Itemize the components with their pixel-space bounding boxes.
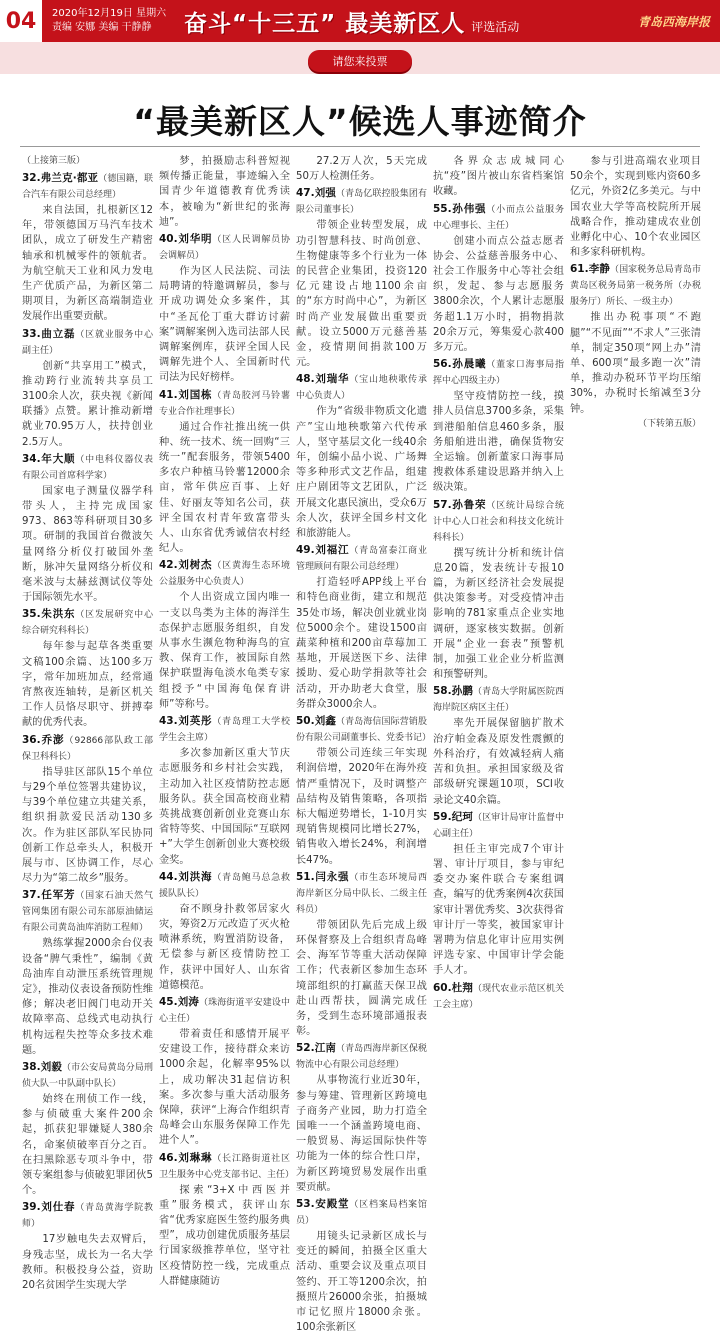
candidate-organization: （德国籍，联合汽车有限公司总经理） [22, 174, 153, 200]
candidate-heading [22, 888, 153, 936]
candidate-bio: 参与引进高端农业项目50余个，实现到账内资60多亿元，外资2亿多美元。与中国农业大学等高校院所开展战略合作，推动建成农业创业孵化中心、10个农业园区和多家科研机构。 [570, 156, 701, 259]
candidate-heading [296, 372, 427, 404]
candidate-bio: 始终在刑侦工作一线，参与侦破重大案件200余起，抓获犯罪嫌疑人380余名，命案侦破率百分之百。在扫黑除恶专项斗争中，带领专案组参与侦破犯罪团伙5个。 [22, 1093, 153, 1197]
candidate-heading [433, 498, 564, 546]
title-divider [20, 146, 700, 147]
column-1 [22, 154, 153, 1291]
column-2 [159, 154, 295, 1287]
candidate-organization: （青岛胶河马铃薯专业合作社理事长） [159, 390, 290, 417]
candidate-name: 41.刘国栋 [159, 388, 213, 401]
candidate-name: 53.安殿堂 [296, 1197, 350, 1210]
candidate-bio: 个人出资成立国内唯一一支以鸟类为主体的海洋生态保护志愿服务组织，自发从事水生濒危物种海鸟的宣教、保育工作，被国际自然保护联盟海龟淡水龟类专家组授予“中国海龟保育讲师”等称号。 [159, 592, 290, 710]
candidate-bio: 率先开展保留脑扩散术治疗帕金森及原发性震颤的外科治疗，有效减轻病人痛苦和负担。承担国家级及省部级研究课题10项，SCI收录论文40余篇。 [433, 718, 564, 806]
candidate-organization: （区档案局档案馆员） [296, 1199, 427, 1226]
candidate-heading [22, 607, 153, 639]
candidate-heading [433, 684, 564, 716]
candidate-bio: 带领企业转型发展，成功引智慧科技、时尚创意、生物健康等多个行业为一体的民营企业集团，投资120亿元建设占地1100余亩的“东方时尚中心”，为新区时尚产业发展做出重要贡献。设立5000万元慈善基金，疫情期间捐款100万元。 [296, 220, 427, 369]
editor-credits: 责编 安娜 美编 干静静 [52, 22, 152, 33]
candidate-bio: 17岁触电失去双臂后，身残志坚，成长为一名大学教师。积极投身公益，资助20名贫困学生实现大学 [22, 1234, 153, 1291]
candidate-bio: 通过合作社推出统一供种、统一技术、统一回购“三统一”配套服务，带领5400多农户种植马铃薯12000余亩，常年供应百事、上好佳、好丽友等知名公司，获评全国农村青年致富带头人、山东省优秀诚信农村经纪人。 [159, 421, 290, 555]
candidate-bio: 创新“共享用工”模式，推动跨行业流转共享员工3100余人次，获央视《新闻联播》点赞。累计推动新增就业70.95万人，扶持创业2.5万人。 [22, 360, 153, 448]
candidate-bio: 多次参加新区重大节庆志愿服务和乡村社会实践，主动加入社区疫情防控志愿服务队。获全国高校商业精英挑战赛创新创业竞赛山东省特等奖、中国国际“互联网+”大学生创新创业大赛校级金奖。 [159, 748, 290, 866]
candidate-organization: （小而点公益服务中心理事长、主任） [433, 204, 564, 231]
candidate-bio: 作为区人民法院、司法局聘请的特邀调解员，参与开成功调处众多案件，其中“圣瓦伦丁重大群访讨薪案”调解案例入选司法部人民调解案例库，获评全国人民调解先进个人、全国新时代司法为民好榜样。 [159, 266, 290, 384]
column-5 [570, 154, 701, 1086]
candidate-heading [22, 733, 153, 765]
candidate-heading [159, 388, 290, 420]
candidate-name: 48.刘瑞华 [296, 373, 350, 386]
candidate-name: 61.李静 [570, 263, 610, 276]
candidate-name: 38.刘毅 [22, 1060, 62, 1073]
candidate-organization: （董家口海事局指挥中心四级主办） [433, 360, 564, 387]
candidate-bio: 熟练掌握2000余台仪表设备“脾气秉性”，编制《黄岛油库自动泄压系统管理规定》，推动仪表设备预防性维修；解决老旧阀门电动开关故障率高、总线式电动执行机构远程失控等众多技术难题。 [22, 938, 153, 1056]
candidate-heading [433, 981, 564, 1013]
candidate-name: 57.孙鲁荣 [433, 498, 487, 511]
candidate-name: 42.刘树杰 [159, 559, 213, 572]
candidate-bio: 奋不顾身扑救邻居家火灾，筹资2万元改造了灭火枪喷淋系统，购置消防设备，无偿参与新区疫情防控工作，获评中国好人、山东省道德模范。 [159, 903, 290, 991]
candidate-name: 36.乔澎 [22, 733, 65, 746]
candidate-name: 58.孙鹏 [433, 685, 473, 698]
candidate-bio: 探索“3+X中西医并重”服务模式，获评山东省“优秀家庭医生签约服务典型”，成功创建优质服务基层行国家级推荐单位，坚守社区疫情防控一线，完成重点人群健康随访 [159, 1184, 290, 1287]
candidate-name: 52.江南 [296, 1042, 336, 1055]
candidate-heading [433, 202, 564, 234]
candidate-bio: 各界众志成城同心抗“疫”图片被山东省档案馆收藏。 [433, 156, 564, 198]
candidate-heading [159, 714, 290, 746]
column-4 [433, 154, 564, 1086]
candidate-heading [296, 870, 427, 918]
candidate-heading [159, 232, 290, 264]
candidate-bio: 来自法国，扎根新区12年，带领德国万马汽车技术团队，成立了研发生产精密轴承和机械零件的领航者。为航空航天工业和风力发电生产优质产品，为新区第二期项目，为新区高端制造业发展作出重要贡献。 [22, 205, 153, 323]
candidate-organization: （宝山地秧歌传承中心负责人） [296, 375, 427, 402]
candidate-name: 49.刘福江 [296, 544, 350, 557]
page-title: “最美新区人”候选人事迹简介 [133, 102, 587, 141]
candidate-organization: （青岛理工大学校学生会主席） [159, 717, 290, 744]
candidate-bio: 用镜头记录新区成长与变迁的瞬间，拍摄全区重大活动、重要会议及重点项目签约、开工等1200余次，拍摄照片26000余张，拍摄城市记忆照片18000余张。100余张新区 [296, 1230, 427, 1334]
candidate-heading [22, 1200, 153, 1232]
candidate-organization: （市生态环境局西海岸新区分局中队长、二级主任科员） [296, 872, 427, 915]
candidate-organization: （国家税务总局青岛市黄岛区税务局第一税务所（办税服务厅）所长、一级主办） [570, 265, 701, 308]
candidate-heading [433, 810, 564, 842]
newspaper-brand: 青岛西海岸报 [637, 14, 710, 29]
candidate-heading [433, 357, 564, 389]
article-columns [22, 154, 702, 1334]
candidate-heading [296, 543, 427, 575]
candidate-name: 32.弗兰克·都亚 [22, 172, 99, 184]
candidate-bio: 从事物流行业近30年，参与筹建、管理新区跨境电子商务产业园，助力打造全国唯一一个涵盖跨境电商、一般贸易、海运国际快件等功能为一体的综合性口岸，为新区跨境贸易发展作出重要贡献。 [296, 1075, 427, 1193]
candidate-name: 40.刘华明 [159, 233, 213, 246]
candidate-bio: 担任主审完成7个审计署、审计厅项目，参与审纪委交办案件联合专案组调查，编写的优秀案例4次获国家审计署优秀奖、3次获得省审计厅一等奖，被国家审计署聘为信息化审计应用实例评选专家、中国审计学会能手人才。 [433, 843, 564, 977]
candidate-organization: （区发展研究中心综合研究科科长） [22, 610, 153, 637]
candidate-heading [22, 171, 153, 203]
candidate-heading [159, 1151, 295, 1183]
header-date-block [52, 7, 174, 35]
candidate-organization: （青岛富泰江商业管理顾问有限公司总经理） [296, 546, 427, 573]
candidate-organization: （区统计局综合统计中心人口社会和科技文化统计科科长） [433, 500, 564, 543]
candidate-heading [22, 327, 153, 359]
candidate-name: 47.刘强 [296, 187, 336, 200]
page-number: 04 [0, 0, 42, 42]
candidate-organization: （青岛大学附属医院西海岸院区病区主任） [433, 687, 564, 714]
candidate-bio: 创建小而点公益志愿者协会、公益慈善服务中心、社会工作服务中心等社会组织，发起、参与志愿服务3800余次，个人累计志愿服务超1.1万小时，捐物捐款20余万元，筹集爱心款400多万元。 [433, 235, 564, 354]
candidate-bio: 带领公司连续三年实现利润倍增，2020年在海外疫情严重情况下，及时调整产品结构及销售策略，各项指标大幅逆势增长，1-10月实现销售规模同比增长27%，销售收入增长24%，利润增长47%。 [296, 748, 427, 866]
candidate-name: 33.曲立磊 [22, 327, 76, 340]
candidate-bio: 梦，拍摄励志科普短视频传播正能量，事迹编入全国青少年道德教育优秀读本，被喻为“新世纪的张海迪”。 [159, 156, 290, 228]
candidate-heading [296, 714, 432, 746]
continued-note: （上接第三版） [22, 156, 86, 166]
candidate-organization: （青岛西海岸新区保税物流中心有限公司总经理） [296, 1044, 427, 1071]
candidate-name: 50.刘鑫 [296, 715, 336, 728]
campaign-subtitle: 评选活动 [471, 19, 520, 34]
vote-button[interactable]: 请您来投票 [308, 50, 412, 72]
candidate-organization: （青岛黄海学院教师） [22, 1203, 153, 1230]
continued-next-note: （下转第五版） [637, 418, 701, 429]
candidate-heading [296, 1041, 427, 1073]
candidate-name: 34.年大顺 [22, 452, 76, 465]
candidate-heading [570, 262, 701, 310]
candidate-name: 51.闫永强 [296, 870, 350, 883]
candidate-bio: 指导驻区部队15个单位与29个单位签署共建协议，与39个单位建立共建关系，组织捐款爱民活动130多次。作为驻区部队军民协同创新工作总牵头人，积极开展与市、区协调工作，尽心尽力为“第二故乡”服务。 [22, 766, 153, 885]
candidate-name: 45.刘涛 [159, 995, 199, 1008]
candidate-bio: 坚守疫情防控一线，摸排人员信息3700多条，采集到港船舶信息460多条，服务船舶进出港，确保货物安全运输。创新董家口海事局搜救体系建设思路并纳入上级决策。 [433, 391, 564, 494]
candidate-heading [159, 870, 290, 902]
column-3 [296, 154, 432, 1334]
candidate-organization: （青岛亿联控股集团有限公司董事长） [296, 189, 427, 216]
candidate-heading [296, 1197, 427, 1229]
candidate-name: 56.孙晨曦 [433, 358, 487, 371]
candidate-organization: （国家石油天然气管网集团有限公司东部原油储运有限公司黄岛油库消防工程师） [22, 891, 153, 934]
candidate-bio: 国家电子测量仪器学科带头人，主持完成国家973、863等科研项目30多项。研制的我国首台微波矢量网络分析仪打破国外垄断，脉冲矢量网络分析仪和毫米波与太赫兹测试仪等处于国际领先水平。 [22, 485, 153, 604]
candidate-name: 60.杜翔 [433, 981, 473, 994]
candidate-heading [159, 995, 290, 1027]
candidate-organization: （珠海街道平安建设中心主任） [159, 997, 290, 1024]
candidate-organization: （市公安局黄岛分局刑侦大队一中队副中队长） [22, 1062, 153, 1089]
candidate-organization: （中电科仪器仪表有限公司首席科学家） [22, 454, 153, 481]
candidate-heading [296, 186, 427, 218]
candidate-organization: （92866部队政工部保卫科科长） [22, 735, 153, 762]
candidate-heading [22, 1060, 153, 1092]
candidate-organization: （区黄海生态环境公益服务中心负责人） [159, 561, 290, 588]
candidate-bio: 撰写统计分析和统计信息20篇，发表统计专报10篇，为新区经济社会发展提供决策参考。对受疫情冲击影响的781家重点企业实地调研，逐家核实数据。创新开展“企业一套表”预警机制，加强工业企业分析监测和预警研判。 [433, 547, 564, 681]
candidate-organization: （现代农业示范区机关工会主席） [433, 983, 564, 1010]
candidate-bio: 每年参与起草各类重要文稿100余篇、达100多万字，常年加班加点，经常通宵熬夜连轴转，是新区机关工作人员恪尽职守、拼搏奉献的优秀代表。 [22, 641, 153, 729]
candidate-bio: 带领团队先后完成上级环保督察及上合组织青岛峰会、海军节等重大活动保障工作；代表新区参加生态环境部组织的打赢蓝天保卫战赴山西帮扶，圆满完成任务，受到生态环境部通报表彰。 [296, 919, 427, 1038]
candidate-organization: （区就业服务中心副主任） [22, 329, 153, 356]
issue-date: 2020年12月19日 星期六 [52, 8, 167, 19]
candidate-bio: 作为“省级非物质文化遗产”宝山地秧歌第六代传承人，坚守基层文化一线40余年，创编小品小说、广场舞等多种形式文艺作品，组建庄户剧团等文艺团队，广泛开展文化惠民演出，受众6万余人次，获评全国乡村文化和旅游能人。 [296, 406, 427, 540]
candidate-name: 37.任军芳 [22, 889, 76, 902]
candidate-name: 43.刘英彤 [159, 715, 213, 728]
candidate-name: 46.刘琳琳 [159, 1151, 213, 1164]
candidate-name: 35.朱洪东 [22, 608, 76, 621]
candidate-organization: （青岛海信国际营销股份有限公司副董事长、党委书记） [296, 717, 432, 744]
candidate-organization: （区审计局审计监督中心副主任） [433, 812, 564, 839]
candidate-name: 39.刘仕春 [22, 1201, 76, 1214]
candidate-bio: 推出办税事项“不跑腿”“不见面”“不求人”三张清单，制定350项“网上办”清单、600项“最多跑一次”清单，推动办税环节平均压缩30%，办税时长缩减至3分钟。 [570, 312, 701, 415]
candidate-name: 59.纪珂 [433, 810, 473, 823]
page-header [0, 0, 720, 42]
candidate-heading [159, 558, 290, 590]
candidate-bio: 带着责任和感情开展平安建设工作，接待群众来访1000余起，化解率95%以上，成功解决31起信访积案。多次参与重大活动服务保障，获评“上海合作组织青岛峰会山东服务保障工作先进个人”。 [159, 1028, 290, 1147]
candidate-organization: （青岛鲍马总急救援队队长） [159, 872, 290, 899]
campaign-title: 奋斗“十三五” 最美新区人 [184, 10, 466, 37]
candidate-name: 55.孙伟强 [433, 202, 487, 215]
candidate-organization: （长江路街道社区卫生服务中心党支部书记、主任） [159, 1153, 295, 1180]
candidate-heading [22, 452, 153, 484]
candidate-bio: 打造轻呼APP线上平台和特色商业街，建立和规范35处市场，解决创业就业岗位5000余个。建设1500亩蔬菜种植和200亩草莓加工基地，开展送医下乡、法律援助、爱心助学捐款等社会活动，开办助老大食堂，服务群众3000余人。 [296, 577, 427, 710]
candidate-organization: （区人民调解员协会调解员） [159, 235, 290, 262]
candidate-name: 44.刘洪海 [159, 870, 213, 883]
candidate-bio: 27.2万人次，5天完成50万人检测任务。 [296, 156, 427, 183]
